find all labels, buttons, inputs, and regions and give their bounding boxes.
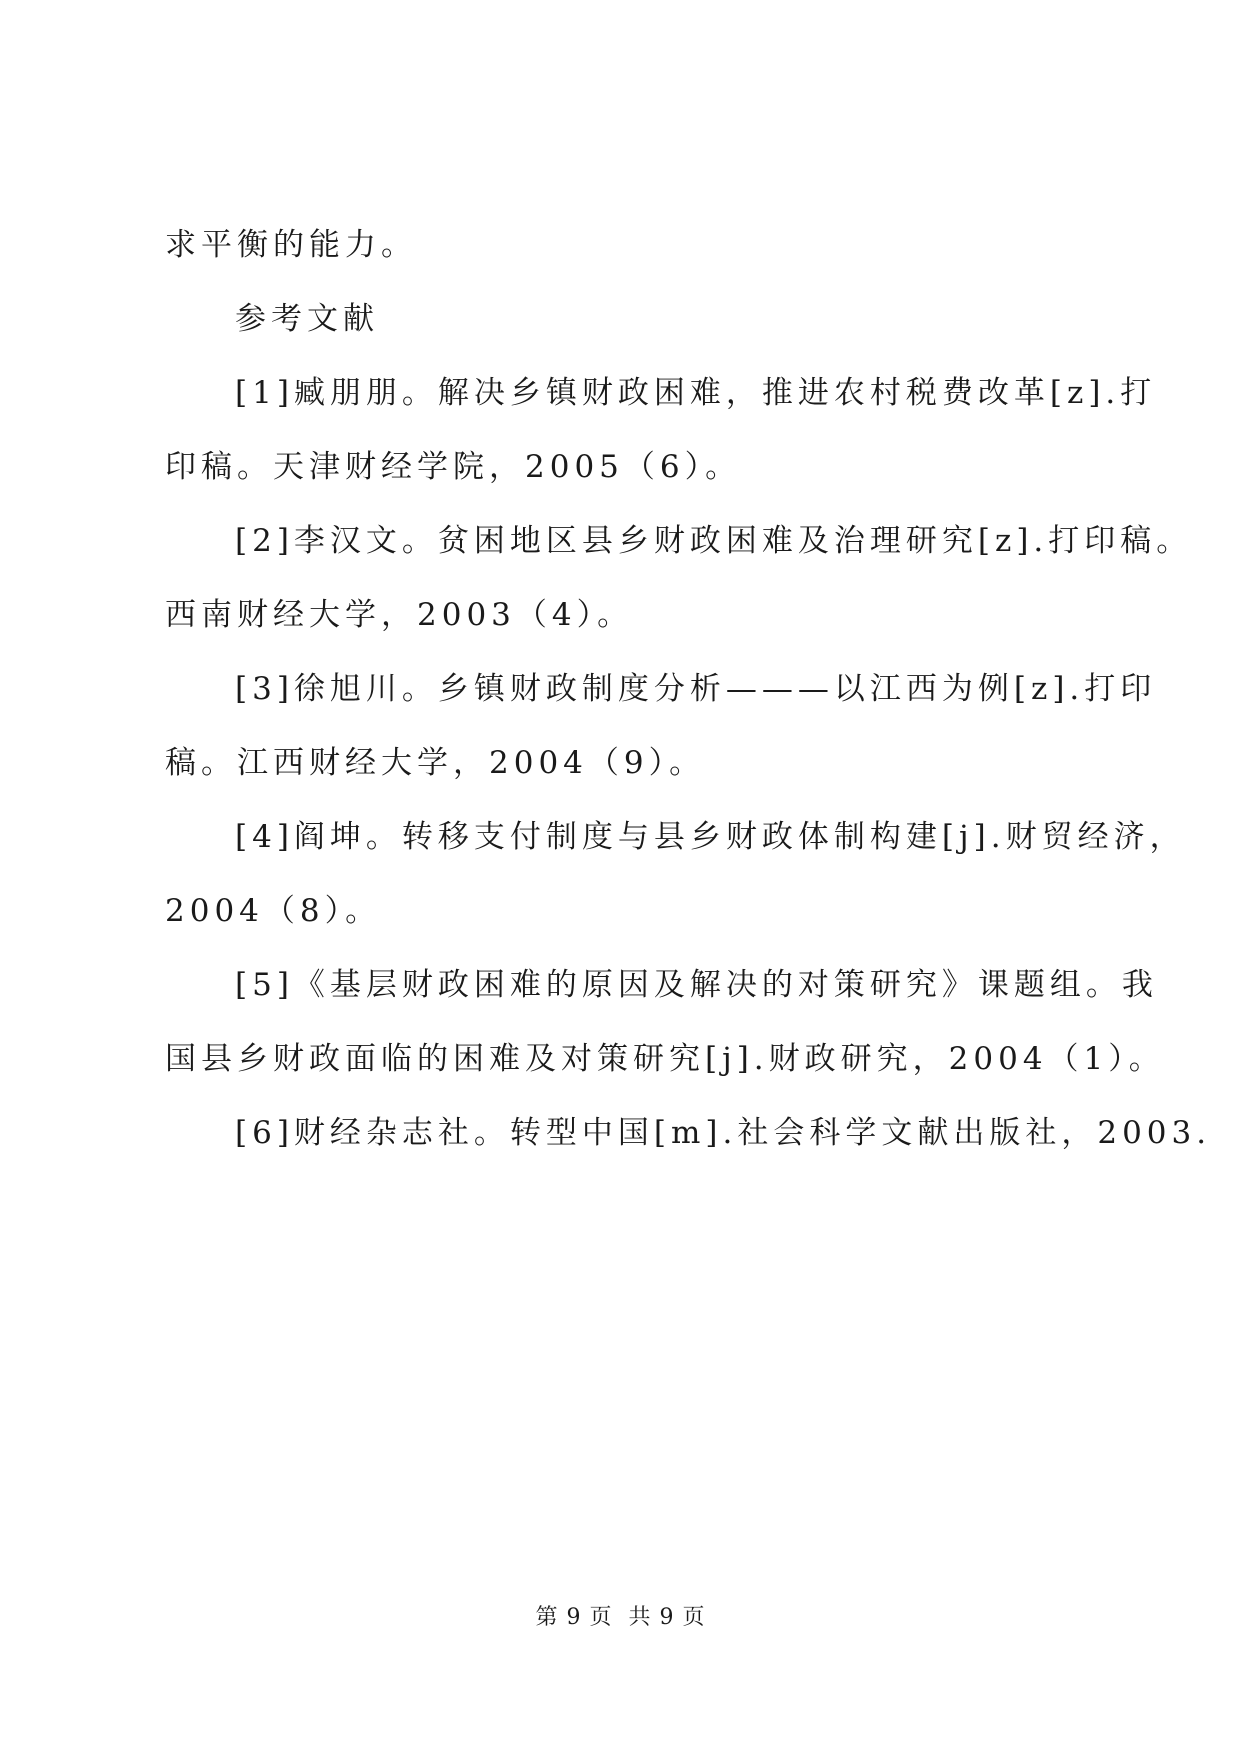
reference-6-line-1: [6]财经杂志社。转型中国[m].社会科学文献出版社，2003. bbox=[235, 1115, 1212, 1151]
references-heading: 参考文献 bbox=[235, 301, 379, 337]
reference-2-line-2: 西南财经大学，2003（4）。 bbox=[165, 597, 634, 633]
reference-3-line-1: [3]徐旭川。乡镇财政制度分析———以江西为例[z].打印 bbox=[235, 671, 1157, 707]
reference-4-line-2: 2004（8）。 bbox=[165, 893, 382, 929]
reference-3-line-2: 稿。江西财经大学，2004（9）。 bbox=[165, 745, 706, 781]
reference-5-line-2: 国县乡财政面临的困难及对策研究[j].财政研究，2004（1）。 bbox=[165, 1041, 1165, 1077]
reference-4-line-1: [4]阎坤。转移支付制度与县乡财政体制构建[j].财贸经济， bbox=[235, 819, 1186, 855]
document-body bbox=[165, 226, 1212, 1152]
reference-5-line-1: [5]《基层财政困难的原因及解决的对策研究》课题组。我 bbox=[235, 967, 1158, 1003]
page-footer: 第 9 页 共 9 页 bbox=[535, 1605, 706, 1630]
reference-1-line-1: [1]臧朋朋。解决乡镇财政困难，推进农村税费改革[z].打 bbox=[235, 375, 1157, 411]
reference-1-line-2: 印稿。天津财经学院，2005（6）。 bbox=[165, 449, 742, 485]
reference-2-line-1: [2]李汉文。贫困地区县乡财政困难及治理研究[z].打印稿。 bbox=[235, 523, 1193, 559]
continuation-line: 求平衡的能力。 bbox=[165, 227, 417, 263]
